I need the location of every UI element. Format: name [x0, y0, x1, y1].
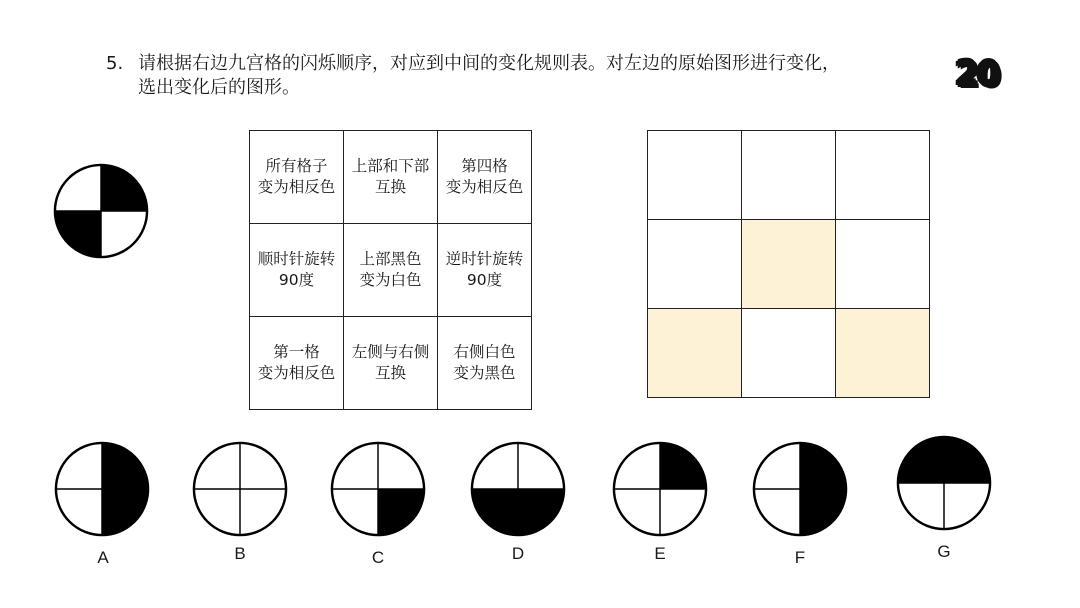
rule-text: 第一格 [273, 343, 320, 361]
rule-text: 互换 [374, 178, 406, 196]
rule-text: 互换 [374, 364, 406, 382]
rule-text: 上部黑色 [359, 250, 422, 268]
question-number: 5. [106, 53, 124, 74]
flash-cell [648, 220, 742, 309]
question-text [106, 52, 840, 100]
rule-cell-8 [344, 317, 438, 410]
rule-text: 变为黑色 [453, 364, 516, 382]
rule-cell-1 [250, 131, 344, 224]
rule-text: 变为相反色 [445, 178, 524, 196]
rule-text: 所有格子 [265, 157, 328, 175]
rule-text: 90度 [278, 271, 315, 289]
flash-row [648, 131, 930, 220]
rule-text: 变为相反色 [257, 364, 336, 382]
flash-cell [742, 309, 836, 398]
question-line-2: 选出变化后的图形。 [138, 77, 300, 98]
option-a[interactable] [52, 440, 152, 568]
rules-row [250, 224, 532, 317]
option-g[interactable] [894, 434, 994, 562]
rule-cell-5 [344, 224, 438, 317]
option-label: A [97, 548, 109, 567]
flash-cell-lit [742, 220, 836, 309]
option-label: C [371, 548, 385, 567]
flash-cell [648, 131, 742, 220]
question-line-1-text: 请根据右边九宫格的闪烁顺序，对应到中间的变化规则表。对左边的原始图形进行变化， [138, 53, 840, 74]
countdown-timer: 20 [955, 54, 999, 94]
question-line-1 [106, 52, 840, 76]
rule-text: 变为相反色 [257, 178, 336, 196]
option-b[interactable] [190, 440, 290, 564]
rule-text: 顺时针旋转 [257, 250, 336, 268]
rule-text: 左侧与右侧 [351, 343, 430, 361]
option-label: G [937, 542, 951, 561]
rule-text: 右侧白色 [453, 343, 516, 361]
rule-cell-7 [250, 317, 344, 410]
original-figure-circle [52, 162, 150, 260]
option-figure[interactable] [191, 440, 289, 538]
rule-cell-6 [438, 224, 532, 317]
option-figure[interactable] [894, 434, 994, 532]
rule-text: 变为白色 [359, 271, 422, 289]
option-figure[interactable] [329, 440, 427, 538]
rule-cell-2 [344, 131, 438, 224]
rule-text: 第四格 [461, 157, 508, 175]
flash-cell-lit [648, 309, 742, 398]
option-label: B [234, 544, 246, 563]
flash-cell [742, 131, 836, 220]
option-figure[interactable] [468, 440, 568, 538]
rules-table [249, 130, 532, 410]
rule-cell-3 [438, 131, 532, 224]
option-f[interactable] [750, 440, 850, 568]
option-e[interactable] [610, 440, 710, 564]
rule-text: 90度 [466, 271, 503, 289]
rule-cell-4 [250, 224, 344, 317]
flash-row [648, 309, 930, 398]
option-d[interactable] [468, 440, 568, 564]
rule-text: 逆时针旋转 [445, 250, 524, 268]
rule-cell-9 [438, 317, 532, 410]
flash-cell [836, 131, 930, 220]
flash-grid [647, 130, 930, 398]
rules-row [250, 131, 532, 224]
rule-text: 上部和下部 [351, 157, 430, 175]
option-label: F [794, 548, 806, 567]
option-label: D [511, 544, 525, 563]
flash-row [648, 220, 930, 309]
flash-cell [836, 220, 930, 309]
option-figure[interactable] [611, 440, 709, 538]
original-figure [52, 162, 150, 260]
option-label: E [654, 544, 666, 563]
option-c[interactable] [328, 440, 428, 568]
option-figure[interactable] [751, 440, 849, 538]
option-figure[interactable] [53, 440, 151, 538]
rules-row [250, 317, 532, 410]
flash-cell-lit [836, 309, 930, 398]
